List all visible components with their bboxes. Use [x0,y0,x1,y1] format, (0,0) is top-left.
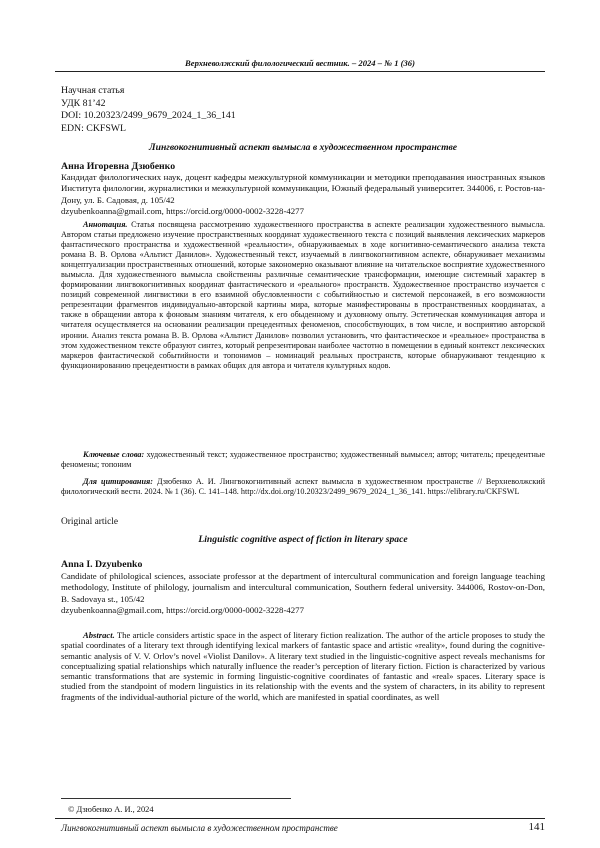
edn-code: EDN: CKFSWL [61,122,127,134]
keywords-label-ru: Ключевые слова: [83,450,145,459]
citation-ru [61,477,545,497]
copyright-footnote: © Дзюбенко А. И., 2024 [68,805,154,814]
author-affiliation-ru [61,172,545,217]
article-type: Научная статья [61,85,125,96]
abstract-text-ru: Статья посвящена рассмотрению художественного пространства в аспекте реализации художественного вымысла. Автором статьи предложено изучение пространственных координат художественного текста с позиций выявления лексических маркеров фантастического пространства и художественной «реальности», обнаруживаемых в ходе когнитивно-семантического анализа текста романа В. В. Орлова «Альтист Данилов». Художественный текст, изучаемый в лингвокогнитивном аспекте, обнаруживает механизмы концептуализации пространственных отношений, которые закономерно оказывают влияние на читательское восприятие художественного вымысла. Для художественного вымысла свойственны различные семантические трансформации, имеющие системный характер в формировании лингвокогнитивных координат фантастического и «реального» пространств. Художественное пространство изучается с позиций современной лингвистики в его взаимной обусловленности с событийностью и системой персонажей, в его возможности репрезентации фрагментов индивидуально-авторской картины мира, которые манифестированы в пространственных координатах, а также в обращении автора к фоновым знаниям читателя, к его обыденному и духовному опыту. Эстетическая коммуникация автора и читателя осуществляется на основании реализации прецедентных феноменов, способствующих, в том числе, и восприятию авторской иронии. Анализ текста романа В. В. Орлова «Альтист Данилов» позволил установить, что фантастическое и «реальное» пространства в этом художественном тексте образуют синтез, который репрезентирован наиболее частотно в помещении в единый контекст лексических маркеров фантастической событийности и топонимов – номинаций реальных пространств, которые обнаруживают тенденцию к функционированию прецедентности в рамках общих для автора и читателя культурных кодов. [61,220,546,370]
abstract-text-en: The article considers artistic space in the aspect of literary fiction realization. The author of the article proposes to study the spatial coordinates of a literary text through identifying lexical markers of fantastic space and artistic «reality», found during the cognitive-semantic analysis of V. V. Orlov’s novel «Violist Danilov». A literary text studied in the linguistic-cognitive aspect reveals mechanisms for conceptualizing spatial relationships which naturally influence the reader’s perception of literary fiction. Fiction is characterized by various semantic transformations that are systemic in forming linguistic-cognitive coordinates of fantastic and «real» spaces. Literary space is studied from the standpoint of modern linguistics in its relationship with the events and the system of characters, in its ability to represent fragments of the individual-authorial picture of the world, which are manifested in spatial coordinates, as well [61,630,545,702]
affiliation-text-ru: Кандидат филологических наук, доцент кафедры межкультурной коммуникации и методики преподавания иностранных языков Института филологии, журналистики и межкультурной коммуникации, Южный федеральный университет. 344006, г. Ростов-на-Дону, ул. Б. Садовая, д. 105/42 [61,172,545,205]
keywords-text-ru: художественный текст; художественное пространство; художественный вымысел; автор; читатель; прецедентные феномены; топоним [61,450,545,470]
running-head: Верхневолжский филологический вестник. – 2024 – № 1 (36) [185,58,415,68]
abstract-en [61,630,545,702]
article-meta [61,85,236,135]
footnote-divider [61,798,291,799]
abstract-label-en: Abstract. [83,630,115,640]
author-name-ru: Анна Игоревна Дзюбенко [61,161,176,172]
footer-divider [55,818,545,819]
affiliation-text-en: Candidate of philological sciences, associate professor at the department of intercultural communication and foreign language teaching methodology, Institute of philology, journalism and intercultural communication, Southern federal university. 344006, Rostov-on-Don, B. Sadovaya st., 105/42 [61,571,545,604]
article-title-en: Linguistic cognitive aspect of fiction in literary space [198,534,408,545]
footer-running-title: Лингвокогнитивный аспект вымысла в художественном пространстве [61,823,338,833]
keywords-ru [61,450,545,470]
doi-link[interactable]: DOI: 10.20323/2499_9679_2024_1_36_141 [61,110,236,122]
article-title-ru: Лингвокогнитивный аспект вымысла в художественном пространстве [149,142,457,153]
header-divider [55,71,545,72]
author-affiliation-en [61,571,545,616]
udk-code: УДК 81’42 [61,97,106,109]
abstract-ru [61,220,545,371]
citation-label-ru: Для цитирования: [83,477,153,486]
page-number: 141 [528,821,545,833]
article-type-en: Original article [61,517,119,527]
citation-text-ru[interactable]: Дзюбенко А. И. Лингвокогнитивный аспект вымысла в художественном пространстве // Верхневолжский филологический вестн. 2024. № 1 (36). С. 141–148. http://dx.doi.org/10.20323/2499_9679_2024_1_36_141. https://elibrary.ru/CKFSWL [61,477,545,497]
abstract-label-ru: Аннотация. [83,220,128,229]
author-name-en: Anna I. Dzyubenko [61,559,143,570]
author-contacts-en[interactable]: dzyubenkoanna@gmail.com, https://orcid.org/0000-0002-3228-4277 [61,604,304,615]
author-contacts-ru[interactable]: dzyubenkoanna@gmail.com, https://orcid.org/0000-0002-3228-4277 [61,205,304,216]
